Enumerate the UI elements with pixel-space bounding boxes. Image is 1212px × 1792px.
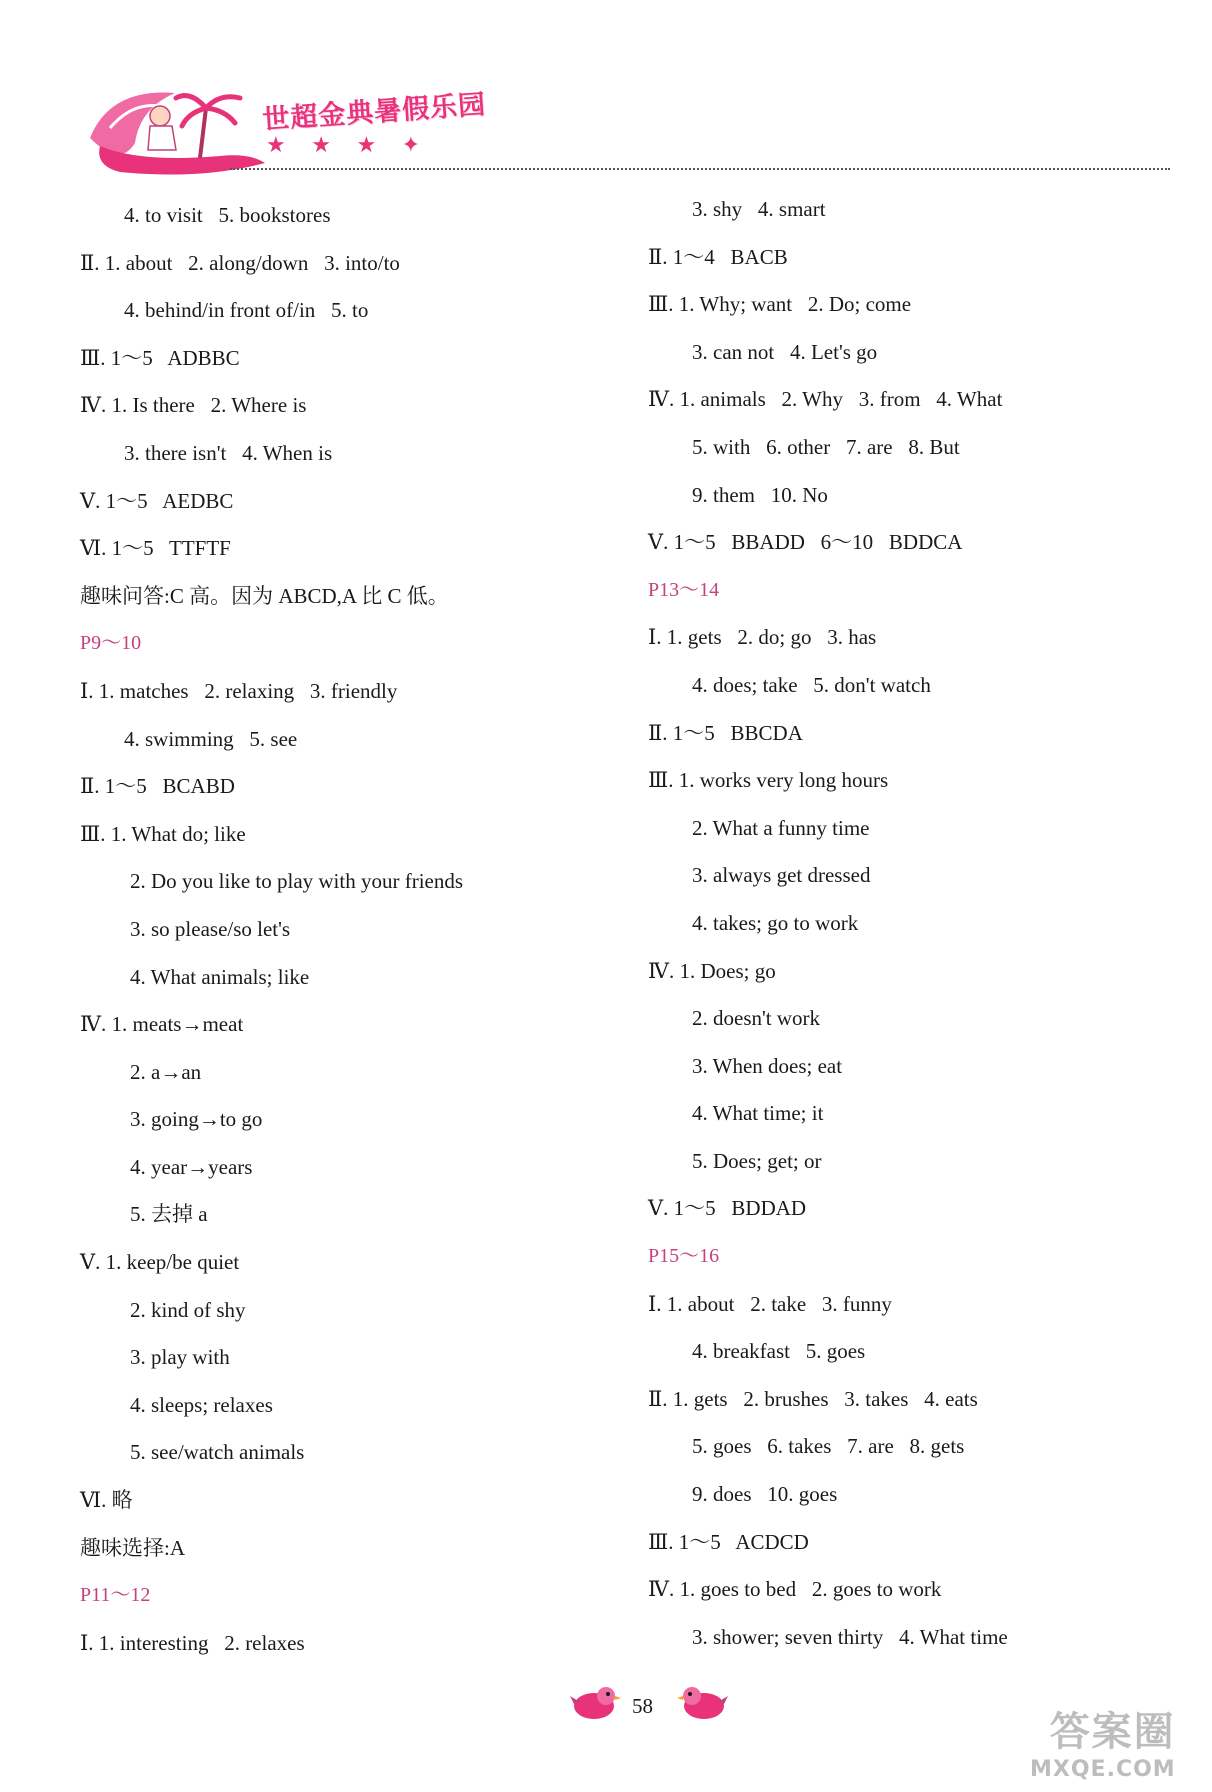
answer-column-left xyxy=(80,192,620,1667)
answer-line: 4. swimming 5. see xyxy=(124,726,298,751)
answer-line: Ⅳ. 1. goes to bed 2. goes to work xyxy=(648,1577,942,1602)
answer-line: 3. shower; seven thirty 4. What time xyxy=(692,1624,1008,1649)
answer-line: 5. goes 6. takes 7. are 8. gets xyxy=(692,1434,965,1459)
answer-line: Ⅵ. 略 xyxy=(80,1488,133,1513)
answer-line: 4. What animals; like xyxy=(130,964,310,989)
beach-girl-logo-icon xyxy=(80,68,270,178)
answer-column-right xyxy=(648,186,1168,1661)
page-number: 58 xyxy=(632,1694,653,1718)
answer-line: 3. play with xyxy=(130,1345,230,1370)
answer-line: 3. so please/so let's xyxy=(130,916,291,941)
section-heading: P13～14 xyxy=(648,578,720,601)
answer-line: Ⅴ. 1. keep/be quiet xyxy=(80,1250,240,1275)
answer-line: Ⅱ. 1～5 BBCDA xyxy=(648,720,803,745)
answer-line: Ⅳ. 1. animals 2. Why 3. from 4. What xyxy=(648,387,1003,412)
brand-title: 世超金典暑假乐园 xyxy=(261,89,488,136)
answer-line: 趣味选择:A xyxy=(80,1535,185,1560)
answer-line: 4. year→years xyxy=(130,1154,253,1179)
answer-line: 2. a→an xyxy=(130,1059,202,1084)
answer-line: Ⅲ. 1～5 ADBBC xyxy=(80,345,240,370)
answer-line: 5. see/watch animals xyxy=(130,1440,305,1465)
answer-line: Ⅲ. 1. works very long hours xyxy=(648,768,889,793)
section-heading: P15～16 xyxy=(648,1245,720,1268)
answer-line: Ⅱ. 1～5 BCABD xyxy=(80,774,235,799)
watermark-url: MXQE.COM xyxy=(1030,1757,1176,1782)
answer-line: Ⅵ. 1～5 TTFTF xyxy=(80,536,231,561)
answer-line: 2. doesn't work xyxy=(692,1006,821,1031)
answer-line: 趣味问答:C 高。因为 ABCD,A 比 C 低。 xyxy=(80,583,449,608)
answer-line: Ⅰ. 1. about 2. take 3. funny xyxy=(648,1291,892,1316)
answer-line: 4. behind/in front of/in 5. to xyxy=(124,298,369,323)
section-heading: P9～10 xyxy=(80,632,142,655)
answer-line: Ⅳ. 1. Is there 2. Where is xyxy=(80,393,307,418)
answer-line: Ⅲ. 1～5 ACDCD xyxy=(648,1529,809,1554)
answer-line: 2. kind of shy xyxy=(130,1297,246,1322)
answer-line: 4. does; take 5. don't watch xyxy=(692,672,931,697)
answer-line: 4. sleeps; relaxes xyxy=(130,1392,273,1417)
answer-line: 3. going→to go xyxy=(130,1107,263,1132)
pink-bird-icon xyxy=(570,1682,622,1722)
answer-line: Ⅱ. 1. gets 2. brushes 3. takes 4. eats xyxy=(648,1386,978,1411)
answer-line: 4. breakfast 5. goes xyxy=(692,1339,866,1364)
answer-line: Ⅲ. 1. What do; like xyxy=(80,821,246,846)
pink-bird-icon xyxy=(676,1682,728,1722)
decorative-stars: ★ ★ ★ ✦ xyxy=(266,132,431,157)
answer-line: 4. What time; it xyxy=(692,1101,824,1126)
answer-line: 9. does 10. goes xyxy=(692,1482,838,1507)
watermark-title: 答案圈 xyxy=(1049,1709,1176,1755)
answer-line: Ⅰ. 1. interesting 2. relaxes xyxy=(80,1630,305,1655)
answer-line: Ⅲ. 1. Why; want 2. Do; come xyxy=(648,292,912,317)
answer-line: 3. When does; eat xyxy=(692,1053,843,1078)
answer-line: 5. Does; get; or xyxy=(692,1148,822,1173)
answer-line: Ⅱ. 1. about 2. along/down 3. into/to xyxy=(80,250,400,275)
answer-line: Ⅰ. 1. matches 2. relaxing 3. friendly xyxy=(80,678,398,703)
section-heading: P11～12 xyxy=(80,1584,151,1607)
answer-line: 2. Do you like to play with your friends xyxy=(130,869,464,894)
answer-line: 4. takes; go to work xyxy=(692,910,859,935)
answer-line: Ⅴ. 1～5 AEDBC xyxy=(80,488,234,513)
answer-line: Ⅳ. 1. meats→meat xyxy=(80,1012,244,1037)
watermark xyxy=(1030,1700,1176,1782)
answer-line: 2. What a funny time xyxy=(692,815,870,840)
answer-line: 9. them 10. No xyxy=(692,482,828,507)
answer-line: 5. 去掉 a xyxy=(130,1202,208,1227)
answer-line: 4. to visit 5. bookstores xyxy=(124,203,331,227)
answer-line: Ⅴ. 1～5 BBADD 6～10 BDDCA xyxy=(648,530,963,555)
answer-line: 3. there isn't 4. When is xyxy=(124,440,333,465)
header-divider xyxy=(230,168,1170,170)
answer-line: 3. always get dressed xyxy=(692,863,871,888)
answer-line: Ⅱ. 1～4 BACB xyxy=(648,244,788,269)
answer-line: 5. with 6. other 7. are 8. But xyxy=(692,434,960,459)
answer-line: 3. can not 4. Let's go xyxy=(692,339,878,364)
page-header xyxy=(80,68,1180,178)
answer-line: Ⅴ. 1～5 BDDAD xyxy=(648,1196,807,1221)
answer-line: Ⅳ. 1. Does; go xyxy=(648,958,776,983)
answer-line: Ⅰ. 1. gets 2. do; go 3. has xyxy=(648,625,877,650)
answer-line: 3. shy 4. smart xyxy=(692,197,826,221)
